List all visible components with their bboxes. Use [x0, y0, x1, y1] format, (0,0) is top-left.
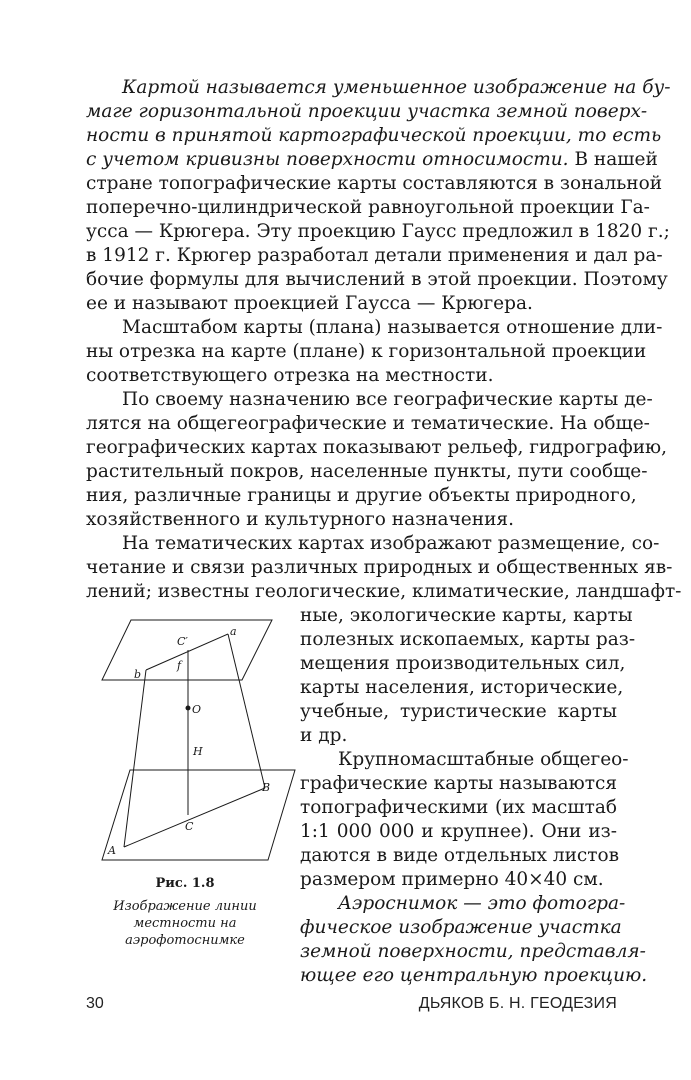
p1-line-4: с учетом кривизны поверхности относимости. В нашей — [86, 149, 658, 170]
line-A-B — [124, 788, 265, 847]
p6-line-4: ющее его центральную проекцию. — [300, 965, 648, 986]
p4-line-5: полезных ископаемых, карты раз- — [300, 629, 636, 650]
p1-line-6: поперечно-цилиндрической равноугольной проекции Га- — [86, 197, 650, 218]
p4-line-3: лений; известны геологические, климатические, ландшафт- — [86, 581, 682, 602]
center-o-point — [186, 706, 191, 711]
aerial-photo-diagram — [100, 612, 300, 862]
p3-line-1: По своему назначению все географические карты де- — [122, 389, 653, 410]
p4-line-9: и др. — [300, 725, 348, 746]
p1-line-1: Картой называется уменьшенное изображение на бу- — [122, 77, 671, 98]
p1-line-5: стране топографические карты составляются в зональной — [86, 173, 663, 194]
p3-line-4: растительный покров, населенные пункты, пути сообще- — [86, 461, 648, 482]
p5-line-3: топографическими (их масштаб — [300, 797, 617, 818]
p5-line-4: 1:1 000 000 и крупнее). Они из- — [300, 821, 617, 842]
figure-caption-text — [90, 898, 280, 949]
p3-line-3: географических картах показывают рельеф, гидрографию, — [86, 437, 668, 458]
ray-a-B — [228, 634, 265, 788]
p6-line-3: земной поверхности, представля- — [300, 941, 646, 962]
p2-line-2: ны отрезка на карте (плане) к горизонтальной проекции — [86, 341, 647, 362]
caption-line: Изображение линии — [113, 899, 257, 914]
label-f: f — [177, 659, 182, 672]
p4-line-6: мещения производительных сил, — [300, 653, 626, 674]
label-a: a — [230, 625, 237, 638]
p1-line-7: усса — Крюгера. Эту проекцию Гаусс предложил в 1820 г.; — [86, 221, 670, 242]
p4-line-7: карты населения, исторические, — [300, 677, 624, 698]
label-A: A — [108, 844, 116, 857]
photo-plane — [102, 620, 272, 680]
caption-line: местности на — [133, 916, 237, 931]
p2-line-3: соответствующего отрезка на местности. — [86, 365, 494, 386]
label-b: b — [134, 668, 142, 681]
p4-line-4: ные, экологические карты, карты — [300, 605, 633, 626]
label-c-prime: C′ — [177, 635, 188, 648]
label-h: H — [193, 745, 203, 758]
p3-line-6: хозяйственного и культурного назначения. — [86, 509, 514, 530]
p6-line-1: Аэроснимок — это фотогра- — [338, 893, 626, 914]
running-title: ДЬЯКОВ Б. Н. ГЕОДЕЗИЯ — [418, 995, 617, 1012]
p1-line-9: бочие формулы для вычислений в этой проекции. Поэтому — [86, 269, 668, 290]
figure-caption-title: Рис. 1.8 — [155, 876, 215, 891]
page-number: 30 — [86, 995, 104, 1012]
p1-line-3: ности в принятой картографической проекции, то есть — [86, 125, 662, 146]
ray-b-A — [124, 670, 146, 847]
p4-line-1: На тематических картах изображают размещение, со- — [122, 533, 660, 554]
caption-line: аэрофотоснимке — [125, 933, 245, 948]
p2-line-1: Масштабом карты (плана) называется отношение дли- — [122, 317, 663, 338]
label-o: O — [192, 703, 202, 716]
label-B: B — [262, 781, 271, 794]
p5-line-6: размером примерно 40×40 см. — [300, 869, 604, 890]
p6-line-2: фическое изображение участка — [300, 917, 622, 938]
p1-line-8: в 1912 г. Крюгер разработал детали применения и дал ра- — [86, 245, 663, 266]
p3-line-2: лятся на общегеографические и тематические. На обще- — [86, 413, 650, 434]
p5-line-5: даются в виде отдельных листов — [300, 845, 620, 866]
p4-line-8: учебные, туристические карты — [300, 701, 617, 722]
p3-line-5: ния, различные границы и другие объекты природного, — [86, 485, 637, 506]
label-C: C — [185, 820, 194, 833]
p1-line-10: ее и называют проекцией Гаусса — Крюгера. — [86, 293, 533, 314]
p5-line-1: Крупномасштабные общегео- — [338, 749, 629, 770]
p1-line-2: маге горизонтальной проекции участка земной поверх- — [86, 101, 648, 122]
p4-line-2: четание и связи различных природных и общественных яв- — [86, 557, 673, 578]
p5-line-2: графические карты называются — [300, 773, 617, 794]
